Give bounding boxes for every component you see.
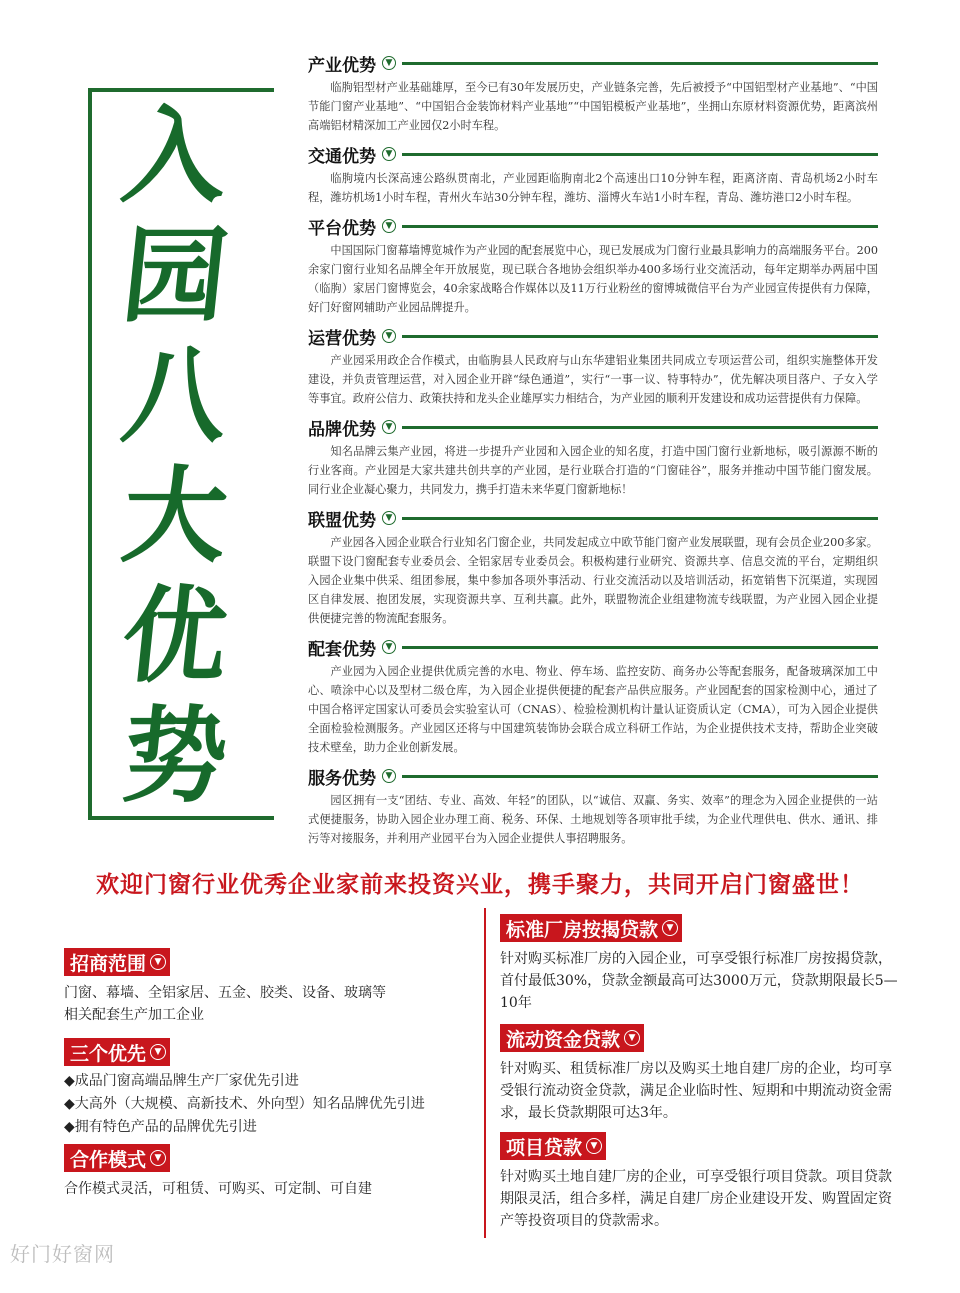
priority-item: ◆成品门窗高端品牌生产厂家优先引进	[64, 1073, 299, 1089]
section-label: 招商范围 ▼	[64, 948, 170, 976]
chevron-down-circle-icon: ▼	[586, 1138, 602, 1154]
title-char: 势	[116, 694, 234, 817]
advantage-supporting	[308, 634, 878, 757]
advantage-title: 平台优势	[308, 218, 376, 239]
section-label: 标准厂房按揭贷款 ▼	[500, 914, 682, 942]
title-char: 入	[116, 94, 234, 217]
chevron-down-circle-icon: ▼	[150, 1150, 166, 1166]
advantage-text: 临朐境内长深高速公路纵贯南北，产业园距临朐南北2个高速出口10分钟车程，距离济南、青岛机场2小时车程，潍坊机场1小时车程，青州火车站30分钟车程，潍坊、淄博火车站1小时车程，青岛、潍坊港口2小时车程。	[308, 172, 878, 204]
advantage-platform	[308, 213, 878, 317]
chevron-down-circle-icon: ▼	[382, 147, 396, 161]
advantage-title: 联盟优势	[308, 510, 376, 531]
advantages-list	[308, 50, 878, 854]
mode-section	[64, 1144, 484, 1200]
advantage-text: 产业园采用政企合作模式，由临朐县人民政府与山东华建铝业集团共同成立专项运营公司，组织实施整体开发建设，并负责管理运营，对入园企业开辟“绿色通道”，实行“一事一议、特事特办”，优先解决项目落户、子女入学等事宜。政府公信力、政策扶持和龙头企业雄厚实力相结合，为产业园的顺利开发建设和成功运营提供有力保障。	[308, 354, 878, 405]
priority-item: ◆拥有特色产品的品牌优先引进	[64, 1119, 257, 1135]
advantage-title: 运营优势	[308, 328, 376, 349]
divider-line	[402, 225, 878, 228]
divider-line	[402, 775, 878, 778]
chevron-down-circle-icon: ▼	[382, 329, 396, 343]
advantage-title: 品牌优势	[308, 419, 376, 440]
advantage-title: 产业优势	[308, 55, 376, 76]
column-divider	[484, 908, 486, 1238]
advantage-brand	[308, 414, 878, 499]
section-label: 合作模式 ▼	[64, 1144, 170, 1172]
chevron-down-circle-icon: ▼	[150, 954, 166, 970]
chevron-down-circle-icon: ▼	[662, 920, 678, 936]
welcome-slogan: 欢迎门窗行业优秀企业家前来投资兴业，携手聚力，共同开启门窗盛世！	[96, 871, 864, 898]
advantage-text: 中国国际门窗幕墙博览城作为产业园的配套展览中心，现已发展成为门窗行业最具影响力的高端服务平台。200余家门窗行业知名品牌全年开放展览，现已联合各地协会组织举办400多场行业交流活动，每年定期举办两届中国（临朐）家居门窗博览会，40余家战略合作媒体以及11万行业粉丝的窗博城微信平台为产业园宣传提供有力保障，好门好窗网辅助产业园品牌提升。	[308, 244, 878, 314]
advantage-text: 产业园为入园企业提供优质完善的水电、物业、停车场、监控安防、商务办公等配套服务，配备玻璃深加工中心、喷涂中心以及型材二级仓库，为入园企业提供便捷的配套产品供应服务。产业园配套的国家检测中心，通过了中国合格评定国家认可委员会实验室认可（CNAS）、检验检测机构计量认证资质认定（CMA），可为入园企业提供全面检验检测服务。产业园区还将与中国建筑装饰协会联合成立科研工作站，为企业提供技术支持，帮助企业突破技术壁垒，助力企业创新发展。	[308, 665, 878, 754]
section-label: 三个优先 ▼	[64, 1038, 170, 1066]
divider-line	[402, 62, 878, 65]
divider-line	[402, 426, 878, 429]
project-loan-section	[500, 1132, 900, 1232]
advantage-text: 临朐铝型材产业基础雄厚，至今已有30年发展历史，产业链条完善，先后被授予“中国铝型材产业基地”、“中国节能门窗产业基地”、“中国铝合金装饰材料产业基地”“中国铝模板产业基地”，坐拥山东原材料资源优势，距离滨州高端铝材精深加工产业园仅2小时车程。	[308, 81, 878, 132]
section-label: 流动资金贷款 ▼	[500, 1024, 644, 1052]
advantage-title: 服务优势	[308, 768, 376, 789]
priority-section	[64, 1038, 484, 1138]
advantage-title: 配套优势	[308, 639, 376, 660]
mode-text: 合作模式灵活，可租赁、可购买、可定制、可自建	[64, 1181, 372, 1197]
advantage-operation	[308, 323, 878, 408]
mortgage-section	[500, 914, 900, 1014]
title-char: 大	[116, 454, 234, 577]
watermark: 好门好窗网	[10, 1242, 115, 1266]
advantage-text: 知名品牌云集产业园，将进一步提升产业园和入园企业的知名度，打造中国门窗行业新地标，吸引源源不断的行业客商。产业园是大家共建共创共享的产业园，是行业联合打造的“门窗硅谷”，服务并推动中国节能门窗发展。同行业企业凝心聚力，共同发力，携手打造未来华夏门窗新地标！	[308, 445, 878, 496]
chevron-down-circle-icon: ▼	[382, 769, 396, 783]
advantage-text: 园区拥有一支“团结、专业、高效、年轻”的团队，以“诚信、双赢、务实、效率”的理念为入园企业提供的一站式便捷服务，协助入园企业办理工商、税务、环保、土地规划等各项审批手续，为企业代理供电、供水、通讯、排污等对接服务，并利用产业园平台为入园企业提供人事招聘服务。	[308, 794, 878, 845]
advantage-industry	[308, 50, 878, 135]
working-capital-text: 针对购买、租赁标准厂房以及购买土地自建厂房的企业，均可享受银行流动资金贷款，满足企业临时性、短期和中期流动资金需求，最长贷款期限可达3年。	[500, 1061, 892, 1121]
advantage-service	[308, 763, 878, 848]
advantage-alliance	[308, 505, 878, 628]
main-title	[100, 96, 250, 816]
divider-line	[402, 517, 878, 520]
working-capital-section	[500, 1024, 900, 1124]
advantage-text: 产业园各入园企业联合行业知名门窗企业，共同发起成立中欧节能门窗产业发展联盟，现有会员企业200多家。联盟下设门窗配套专业委员会、全铝家居专业委员会。积极构建行业研究、资源共享、信息交流的平台，定期组织入园企业集中供采、组团参展，集中参加各项外事活动、行业交流活动以及培训活动，拓宽销售下沉渠道，实现园区自律发展、抱团发展，实现资源共享、互利共赢。此外，联盟物流企业组建物流专线联盟，为产业园入园企业提供便捷完善的物流配套服务。	[308, 536, 878, 625]
title-char: 园	[116, 214, 234, 337]
scope-section	[64, 948, 484, 1026]
chevron-down-circle-icon: ▼	[382, 56, 396, 70]
chevron-down-circle-icon: ▼	[382, 219, 396, 233]
section-label: 项目贷款 ▼	[500, 1132, 606, 1160]
scope-text: 门窗、幕墙、全铝家居、五金、胶类、设备、玻璃等相关配套生产加工企业	[64, 985, 386, 1023]
chevron-down-circle-icon: ▼	[382, 420, 396, 434]
advantage-traffic	[308, 141, 878, 207]
advantage-title: 交通优势	[308, 146, 376, 167]
title-char: 八	[116, 334, 234, 457]
chevron-down-circle-icon: ▼	[382, 640, 396, 654]
divider-line	[402, 153, 878, 156]
mortgage-text: 针对购买标准厂房的入园企业，可享受银行标准厂房按揭贷款，首付最低30%，贷款金额最高可达3000万元，贷款期限最长5—10年	[500, 951, 898, 1011]
divider-line	[402, 646, 878, 649]
divider-line	[402, 335, 878, 338]
chevron-down-circle-icon: ▼	[382, 511, 396, 525]
title-char: 优	[116, 574, 234, 697]
chevron-down-circle-icon: ▼	[150, 1044, 166, 1060]
project-loan-text: 针对购买土地自建厂房的企业，可享受银行项目贷款。项目贷款期限灵活，组合多样，满足自建厂房企业建设开发、购置固定资产等投资项目的贷款需求。	[500, 1169, 892, 1229]
priority-item: ◆大高外（大规模、高新技术、外向型）知名品牌优先引进	[64, 1096, 425, 1112]
chevron-down-circle-icon: ▼	[624, 1030, 640, 1046]
